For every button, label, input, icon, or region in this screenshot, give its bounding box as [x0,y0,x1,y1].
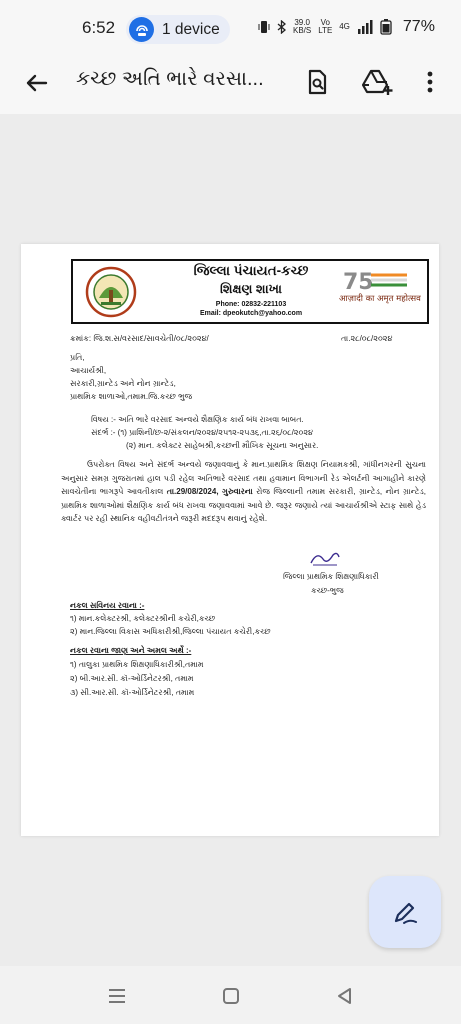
cast-device-pill[interactable] [126,15,230,44]
copy-line: ૨) માન.જિલ્લા વિકાસ અધિકારીશ્રી,જિલ્લા પંચાયત કચેરી,કચ્છ [70,627,271,636]
battery-icon [380,19,392,35]
body-text: ઉપરોક્ત વિષય અને સંદર્ભ અન્વયે જણાવવાનું કે માન.પ્રાથમિક શિક્ષણ નિયામકશ્રી, ગાંધીનગરની સુચના અનુસાર સમગ્ર ગુજરાતમાં હાલ પડી રહેલ અતિભારે વરસાદ તથા હવામાન વિભાગની રેડ એલર્ટની આગાહીને કારણે સાવચેતીના ભાગરૂપે આવતીકાલ [61,460,426,496]
copy-line: ૧) માન.કલેક્ટરશ્રી, કલેક્ટરશ્રીની કચેરી,કચ્છ [70,614,215,623]
network-speed [293,19,311,35]
inform-line: ૩) સી.આર.સી. કૉ-ઓર્ડિનેટરશ્રી, તમામ [70,688,195,697]
signatory-place: કચ્છ-ભુજ [311,586,344,595]
add-to-drive-icon[interactable] [362,68,394,96]
inform-line: ૧) તાલુકા પ્રાથમિક શિક્ષણાધિકારીશ્રી,તમામ [70,660,204,669]
letterhead-text [151,263,351,317]
recipient-line: પ્રતિ, [70,353,85,362]
recipient-line: પ્રાથમિક શાળાઓ,તમામ.જિ.કચ્છ ભુજ [70,392,193,401]
network-speed-unit: KB/S [293,26,312,35]
inform-line: ૨) બી.આર.સી. કૉ-ઓર્ડિનેટરશ્રી, તમામ [70,674,194,683]
azadi-logo [337,267,427,319]
back-arrow-icon[interactable] [22,68,52,98]
letterhead-phone: Phone: 02832-221103 [215,301,287,308]
vibrate-icon [258,20,270,34]
reference-number: ક્રમાંક: જિ.શ.સ/વરસાદ/સાવચેતી/૦૮/૨૦૨૪/ [70,334,209,343]
edit-fab[interactable] [369,876,441,948]
cast-device-label: 1 device [162,20,220,38]
letterhead [71,259,429,324]
reference-2: (૨) માન. કલેક્ટર સાહેબશ્રી,કચ્છની મૌખિક સૂચના અનુસાર. [126,441,319,450]
more-vert-icon[interactable] [420,68,440,96]
app-bar [0,58,461,114]
signatory-title: જિલ્લા પ્રાથમિક શિક્ષણાધિકારી [283,572,379,581]
letter-date: તા.૨૮/૦૮/૨૦૨૪ [341,334,393,343]
status-time: 6:52 [82,18,116,37]
signal-icon [357,20,373,34]
letterhead-title: જિલ્લા પંચાયત-કચ્છ [193,263,309,278]
recipient-line: આચાર્યશ્રી, [70,366,107,375]
document-page[interactable] [21,244,439,836]
home-icon[interactable] [220,986,242,1006]
battery-percent: 77% [402,18,435,35]
network-speed-value: 39.0 [294,18,310,27]
system-nav-bar [0,966,461,1024]
signal-type-label: 4G [339,22,350,31]
back-icon[interactable] [334,986,356,1006]
find-in-page-icon[interactable] [303,68,331,96]
document-title: કચ્છ અતિ ભારે વરસા... [76,68,264,90]
letterhead-email: Email: dpeokutch@yahoo.com [199,310,303,317]
azadi-text: आज़ादी का अमृत महोत्सव [339,294,421,304]
cast-icon [129,17,154,42]
recipient-line: સરકારી,ગ્રાન્ટેડ અને નોન ગ્રાન્ટેડ, [70,379,176,388]
subject-line: વિષય :- અતિ ભારે વરસાદ અન્વયે શૈક્ષણિક કાર્ય બંધ રાખવા બાબત. [91,415,304,424]
body-paragraph [61,458,426,526]
edit-pen-icon [390,897,420,927]
status-bar [0,0,461,58]
status-indicators [258,18,435,36]
body-date-bold: તા.29/08/2024, ગુરુવારના [166,487,253,496]
copy-heading: નકલ સવિનય રવાના :- [70,601,145,610]
bluetooth-icon [277,20,286,34]
district-panchayat-emblem [81,266,141,318]
body-text: રોજ જિલ્લાની તમામ સરકારી, ગ્રાન્ટેડ, નોન ગ્રાન્ટેડ, પ્રાથમિક શાળાઓમાં શૈક્ષણિક કાર્ય બંધ રાખવા જણાવવામાં આવે છે. જરૂર જણાયે ત્યાં આચાર્યશ્રીએ સ્ટાફ સાથે હેડ ક્વાર્ટર પર રહી સ્થાનિક વહીવટીતંત્રને જરૂરી મદદરૂપ થવાનું રહેશે. [61,487,426,523]
letterhead-subtitle: શિક્ષણ શાખા [220,282,282,296]
reference-1: સંદર્ભ :- (૧) પ્રાશિની/છ-૨/સંકલન/૨૦૨૪/૨૫૧૨-૨૫૩૬,તા.૨૬/૦૮/૨૦૨૪ [91,428,313,437]
azadi-75-text: 75 [343,270,374,293]
lte-label: Vo LTE [318,18,333,35]
inform-heading: નકલ રવાના જાણ અને અમલ અર્થે :- [70,646,192,655]
signature [307,549,343,569]
recents-icon[interactable] [106,986,128,1006]
